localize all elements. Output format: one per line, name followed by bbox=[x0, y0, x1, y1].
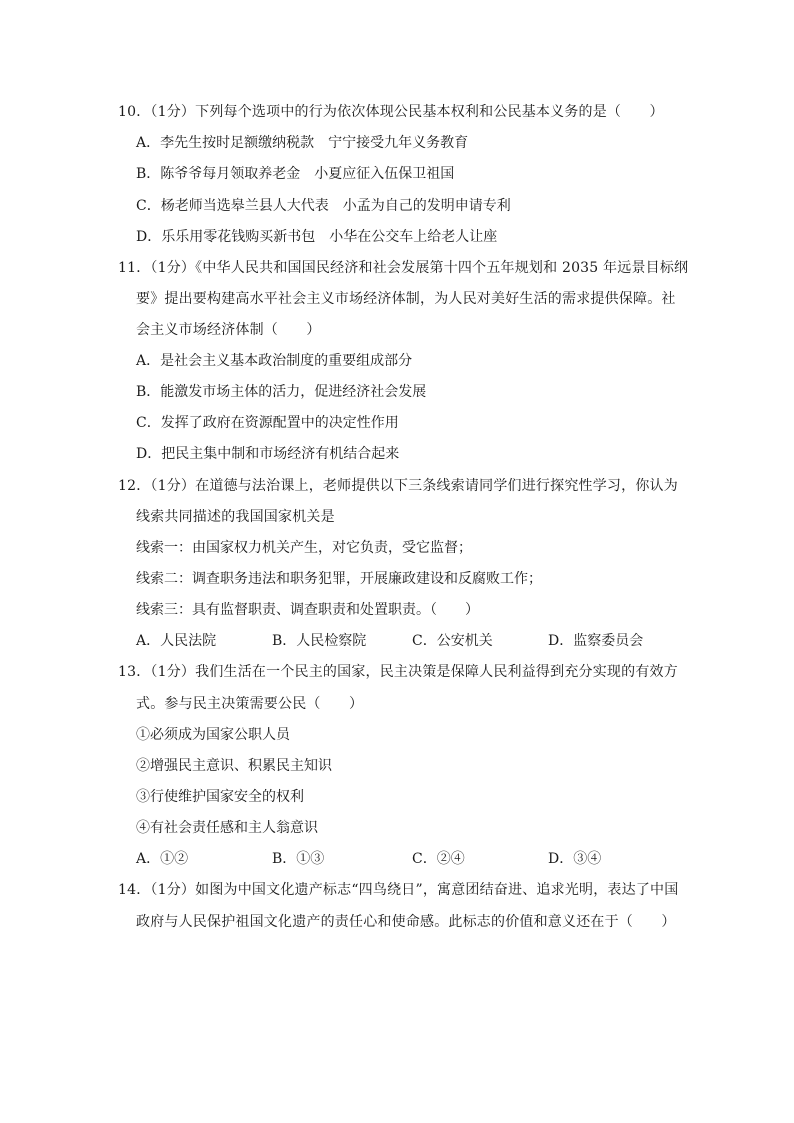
q13-stem-line-1: 13．（1分）我们生活在一个民主的国家，民主决策是保障人民利益得到充分实现的有效方 bbox=[118, 664, 678, 680]
q10-option-b: B．陈爷爷每月领取养老金 小夏应征入伍保卫祖国 bbox=[136, 166, 455, 182]
q13-item-4: ④有社会责任感和主人翁意识 bbox=[136, 820, 318, 836]
q12-option-c: C．公安机关 bbox=[412, 633, 493, 649]
q13-item-3: ③行使维护国家安全的权利 bbox=[136, 789, 304, 805]
q13-option-d: D．③④ bbox=[548, 851, 602, 867]
q12-clue-3: 线索三：具有监督职责、调查职责和处置职责。（ ） bbox=[136, 602, 479, 618]
q13-item-2: ②增强民主意识、积累民主知识 bbox=[136, 758, 332, 774]
q11-option-c: C．发挥了政府在资源配置中的决定性作用 bbox=[136, 415, 399, 431]
q11-stem-line-3: 会主义市场经济体制（ ） bbox=[136, 322, 321, 338]
q11-stem-line-2: 要》提出要构建高水平社会主义市场经济体制，为人民对美好生活的需求提供保障。社 bbox=[136, 291, 676, 307]
q11-option-b: B．能激发市场主体的活力，促进经济社会发展 bbox=[136, 384, 427, 400]
q13-option-c: C．②④ bbox=[412, 851, 465, 867]
q13-item-1: ①必须成为国家公职人员 bbox=[136, 727, 290, 743]
q13-option-b: B．①③ bbox=[272, 851, 325, 867]
q13-stem-line-2: 式。参与民主决策需要公民（ ） bbox=[136, 696, 364, 712]
q11-option-d: D．把民主集中制和市场经济有机结合起来 bbox=[136, 446, 400, 462]
q12-options-row bbox=[136, 630, 676, 652]
q13-option-a: A．①② bbox=[136, 851, 189, 867]
q10-option-c: C．杨老师当选皋兰县人大代表 小孟为自己的发明申请专利 bbox=[136, 198, 511, 214]
q12-clue-1: 线索一：由国家权力机关产生，对它负责，受它监督； bbox=[136, 540, 472, 556]
q13-options-row bbox=[136, 848, 676, 870]
q10-option-d: D．乐乐用零花钱购买新书包 小华在公交车上给老人让座 bbox=[136, 229, 498, 245]
q12-clue-2: 线索二：调查职务违法和职务犯罪，开展廉政建设和反腐败工作； bbox=[136, 571, 542, 587]
q14-stem-line-2: 政府与人民保护祖国文化遗产的责任心和使命感。此标志的价值和意义还在于（ ） bbox=[136, 914, 676, 930]
q11-option-a: A．是社会主义基本政治制度的重要组成部分 bbox=[136, 353, 413, 369]
q14-stem-line-1: 14．（1分）如图为中国文化遗产标志“四鸟绕日”，寓意团结奋进、追求光明，表达了中国 bbox=[118, 882, 679, 898]
q12-option-a: A．人民法院 bbox=[136, 633, 217, 649]
q10-option-a: A．李先生按时足额缴纳税款 宁宁接受九年义务教育 bbox=[136, 135, 469, 151]
q10-stem: 10．（1分）下列每个选项中的行为依次体现公民基本权利和公民基本义务的是（ ） bbox=[118, 104, 664, 120]
q12-option-b: B．人民检察院 bbox=[272, 633, 367, 649]
q12-stem-line-1: 12．（1分）在道德与法治课上，老师提供以下三条线索请同学们进行探究性学习，你认为 bbox=[118, 478, 678, 494]
q12-stem-line-2: 线索共同描述的我国国家机关是 bbox=[136, 509, 335, 525]
q12-option-d: D．监察委员会 bbox=[548, 633, 644, 649]
q11-stem-line-1: 11．（1分）《中华人民共和国国民经济和社会发展第十四个五年规划和 2035 年远景目标纲 bbox=[118, 260, 689, 276]
